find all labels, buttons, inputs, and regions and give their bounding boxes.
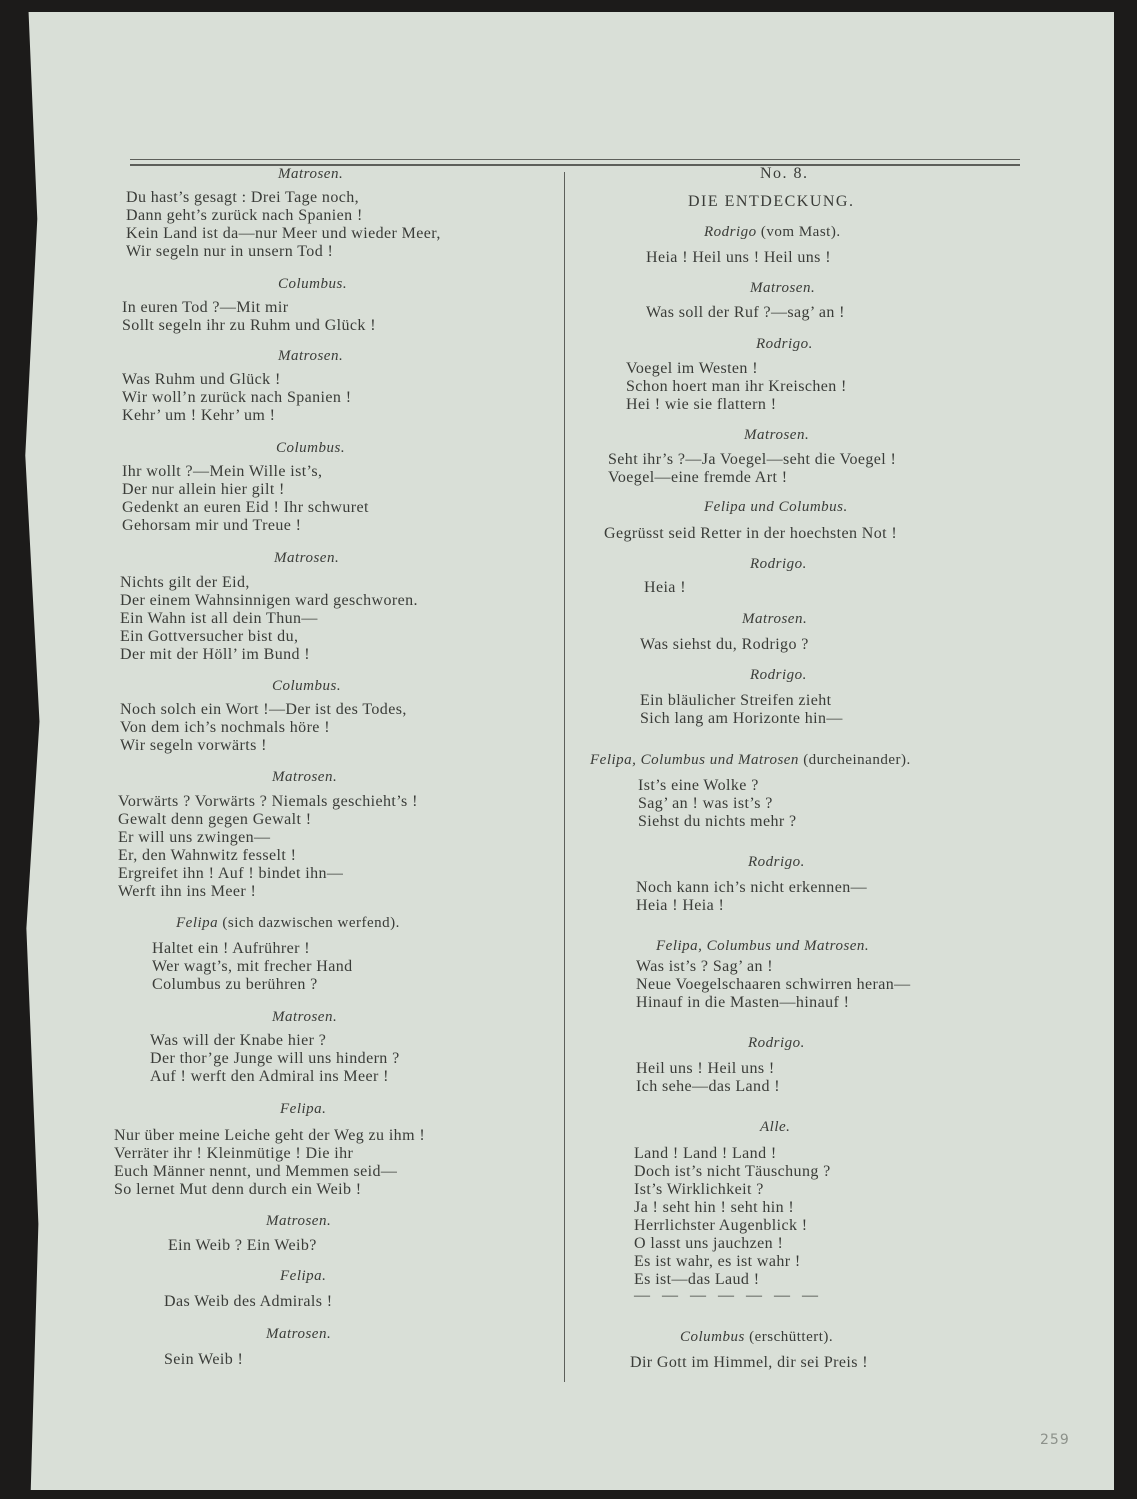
left-speaker-cue (272, 677, 341, 695)
speaker-name: Columbus. (272, 678, 342, 694)
section-heading: DIE ENTDECKUNG. (688, 193, 855, 210)
right-verse-line: Doch ist’s nicht Täuschung ? (634, 1163, 831, 1180)
left-verse-line: Euch Männer nennt, und Memmen seid— (114, 1163, 398, 1180)
right-verse-line: Schon hoert man ihr Kreischen ! (626, 378, 847, 395)
right-verse-line: Heia ! (644, 579, 686, 596)
left-speaker-cue (272, 768, 337, 786)
speaker-name: Alle. (760, 1119, 791, 1135)
right-verse-line: Heia ! Heia ! (636, 897, 725, 914)
right-verse-line: Neue Voegelschaaren schwirren heran— (636, 976, 911, 993)
speaker-name: Matrosen. (272, 769, 338, 785)
right-verse-line: Ich sehe—das Land ! (636, 1078, 780, 1095)
right-speaker-cue (656, 937, 869, 955)
left-speaker-cue (266, 1212, 331, 1230)
left-verse-line: In euren Tod ?—Mit mir (122, 299, 289, 316)
left-verse-line: Er will uns zwingen— (118, 829, 271, 846)
left-verse-line: Nur über meine Leiche geht der Weg zu ihm ! (114, 1127, 426, 1144)
stage-direction: (vom Mast). (756, 224, 841, 240)
right-verse-line: O lasst uns jauchzen ! (634, 1235, 784, 1252)
speaker-name: Matrosen. (750, 280, 816, 296)
speaker-name: Columbus. (278, 276, 348, 292)
top-rule-thick (130, 164, 1020, 166)
speaker-name: Rodrigo. (748, 854, 805, 870)
left-speaker-cue (272, 1008, 337, 1026)
left-verse-line: Haltet ein ! Aufrührer ! (152, 940, 310, 957)
left-verse-line: Wir segeln vorwärts ! (120, 737, 267, 754)
right-verse-line: Was siehst du, Rodrigo ? (640, 636, 809, 653)
left-verse-line: So lernet Mut denn durch ein Weib ! (114, 1181, 362, 1198)
speaker-name: Felipa und Columbus. (704, 499, 848, 515)
left-speaker-cue (274, 549, 339, 567)
speaker-name: Matrosen. (742, 611, 808, 627)
speaker-name: Rodrigo. (748, 1035, 805, 1051)
stage-direction: (sich dazwischen werfend). (218, 915, 400, 931)
left-verse-line: Du hast’s gesagt : Drei Tage noch, (126, 189, 360, 206)
right-verse-line: Siehst du nichts mehr ? (638, 813, 797, 830)
left-verse-line: Der einem Wahnsinnigen ward geschworen. (120, 592, 418, 609)
top-rule (130, 159, 1020, 160)
right-speaker-cue (680, 1328, 833, 1346)
right-verse-line: Was soll der Ruf ?—sag’ an ! (646, 304, 845, 321)
right-verse-line: Heia ! Heil uns ! Heil uns ! (646, 249, 831, 266)
left-verse-line: Das Weib des Admirals ! (164, 1293, 333, 1310)
speaker-name: Columbus (680, 1329, 745, 1345)
right-verse-line: Seht ihr’s ?—Ja Voegel—seht die Voegel ! (608, 451, 897, 468)
left-verse-line: Von dem ich’s nochmals höre ! (120, 719, 330, 736)
section-heading: No. 8. (760, 165, 809, 182)
right-speaker-cue (704, 223, 841, 241)
right-verse-line: Ja ! seht hin ! seht hin ! (634, 1199, 795, 1216)
left-verse-line: Wer wagt’s, mit frecher Hand (152, 958, 353, 975)
left-speaker-cue (280, 1267, 326, 1285)
right-speaker-cue (704, 498, 848, 516)
left-verse-line: Wir segeln nur in unsern Tod ! (126, 243, 334, 260)
speaker-name: Rodrigo. (756, 336, 813, 352)
right-verse-line: Ein bläulicher Streifen zieht (640, 692, 832, 709)
right-speaker-cue (748, 853, 805, 871)
right-verse-line: Hei ! wie sie flattern ! (626, 396, 777, 413)
column-divider (564, 172, 565, 1382)
left-verse-line: Der nur allein hier gilt ! (122, 481, 285, 498)
speaker-name: Matrosen. (744, 427, 810, 443)
left-verse-line: Auf ! werft den Admiral ins Meer ! (150, 1068, 389, 1085)
left-verse-line: Gewalt denn gegen Gewalt ! (118, 811, 312, 828)
left-verse-line: Kehr’ um ! Kehr’ um ! (122, 407, 276, 424)
left-verse-line: Vorwärts ? Vorwärts ? Niemals geschieht’s ! (118, 793, 418, 810)
right-verse-line: Land ! Land ! Land ! (634, 1145, 777, 1162)
left-speaker-cue (278, 275, 347, 293)
stage-direction: (erschüttert). (744, 1329, 834, 1345)
left-verse-line: Ein Wahn ist all dein Thun— (120, 610, 318, 627)
right-verse-line: Ist’s Wirklichkeit ? (634, 1181, 764, 1198)
right-verse-line: Es ist—das Laud ! (634, 1271, 760, 1288)
right-speaker-cue (742, 610, 807, 628)
right-verse-line: Sich lang am Horizonte hin— (640, 710, 843, 727)
speaker-name: Matrosen. (266, 1213, 332, 1229)
left-verse-line: Was will der Knabe hier ? (150, 1032, 327, 1049)
speaker-name: Matrosen. (272, 1009, 338, 1025)
left-verse-line: Gedenkt an euren Eid ! Ihr schwuret (122, 499, 369, 516)
right-verse-line: Ist’s eine Wolke ? (638, 777, 759, 794)
speaker-name: Felipa (176, 915, 219, 931)
speaker-name: Matrosen. (266, 1326, 332, 1342)
right-verse-line: Gegrüsst seid Retter in der hoechsten Not ! (604, 525, 898, 542)
speaker-name: Matrosen. (274, 550, 340, 566)
speaker-name: Felipa. (280, 1101, 327, 1117)
left-verse-line: Noch solch ein Wort !—Der ist des Todes, (120, 701, 407, 718)
right-verse-line: Voegel—eine fremde Art ! (608, 469, 788, 486)
right-speaker-cue (756, 335, 813, 353)
left-verse-line: Verräter ihr ! Kleinmütige ! Die ihr (114, 1145, 354, 1162)
right-verse-line: Herrlichster Augenblick ! (634, 1217, 808, 1234)
right-verse-line: Noch kann ich’s nicht erkennen— (636, 879, 868, 896)
right-speaker-cue (750, 555, 807, 573)
right-speaker-cue (750, 666, 807, 684)
left-verse-line: Er, den Wahnwitz fesselt ! (118, 847, 297, 864)
left-verse-line: Sein Weib ! (164, 1351, 244, 1368)
left-verse-line: Ergreifet ihn ! Auf ! bindet ihn— (118, 865, 344, 882)
speaker-name: Felipa, Columbus und Matrosen. (656, 938, 870, 954)
left-speaker-cue (176, 914, 400, 932)
left-verse-line: Wir woll’n zurück nach Spanien ! (122, 389, 352, 406)
left-verse-line: Ein Gottversucher bist du, (120, 628, 299, 645)
left-verse-line: Dann geht’s zurück nach Spanien ! (126, 207, 363, 224)
speaker-name: Matrosen. (278, 166, 344, 182)
speaker-name: Rodrigo. (750, 556, 807, 572)
speaker-name: Columbus. (276, 440, 346, 456)
left-verse-line: Was Ruhm und Glück ! (122, 371, 281, 388)
speaker-name: Rodrigo (704, 224, 757, 240)
left-speaker-cue (278, 165, 343, 183)
right-speaker-cue (744, 426, 809, 444)
left-verse-line: Kein Land ist da—nur Meer und wieder Meer, (126, 225, 441, 242)
left-speaker-cue (278, 347, 343, 365)
right-verse-line: Sag’ an ! was ist’s ? (638, 795, 773, 812)
left-verse-line: Nichts gilt der Eid, (120, 574, 250, 591)
left-verse-line: Sollt segeln ihr zu Ruhm und Glück ! (122, 317, 376, 334)
right-verse-line: Voegel im Westen ! (626, 360, 758, 377)
speaker-name: Felipa. (280, 1268, 327, 1284)
left-verse-line: Ein Weib ? Ein Weib? (168, 1237, 317, 1254)
right-verse-line: Dir Gott im Himmel, dir sei Preis ! (630, 1354, 868, 1371)
right-verse-line: Hinauf in die Masten—hinauf ! (636, 994, 850, 1011)
left-speaker-cue (266, 1325, 331, 1343)
left-verse-line: Werft ihn ins Meer ! (118, 883, 257, 900)
right-speaker-cue (760, 1118, 790, 1136)
speaker-name: Rodrigo. (750, 667, 807, 683)
speaker-name: Matrosen. (278, 348, 344, 364)
left-speaker-cue (280, 1100, 326, 1118)
right-speaker-cue (750, 279, 815, 297)
left-verse-line: Gehorsam mir und Treue ! (122, 517, 302, 534)
right-verse-line: Was ist’s ? Sag’ an ! (636, 958, 774, 975)
left-verse-line: Der thor’ge Junge will uns hindern ? (150, 1050, 400, 1067)
page-number: 259 (1040, 1432, 1070, 1448)
right-verse-line: Heil uns ! Heil uns ! (636, 1060, 775, 1077)
speaker-name: Felipa, Columbus und Matrosen (590, 752, 799, 768)
stage-direction: (durcheinander). (798, 752, 911, 768)
dash-separator: — — — — — — — (634, 1287, 822, 1304)
left-speaker-cue (276, 439, 345, 457)
right-verse-line: Es ist wahr, es ist wahr ! (634, 1253, 801, 1270)
right-speaker-cue (590, 751, 911, 769)
right-speaker-cue (748, 1034, 805, 1052)
left-verse-line: Columbus zu berühren ? (152, 976, 318, 993)
left-verse-line: Ihr wollt ?—Mein Wille ist’s, (122, 463, 323, 480)
left-verse-line: Der mit der Höll’ im Bund ! (120, 646, 311, 663)
